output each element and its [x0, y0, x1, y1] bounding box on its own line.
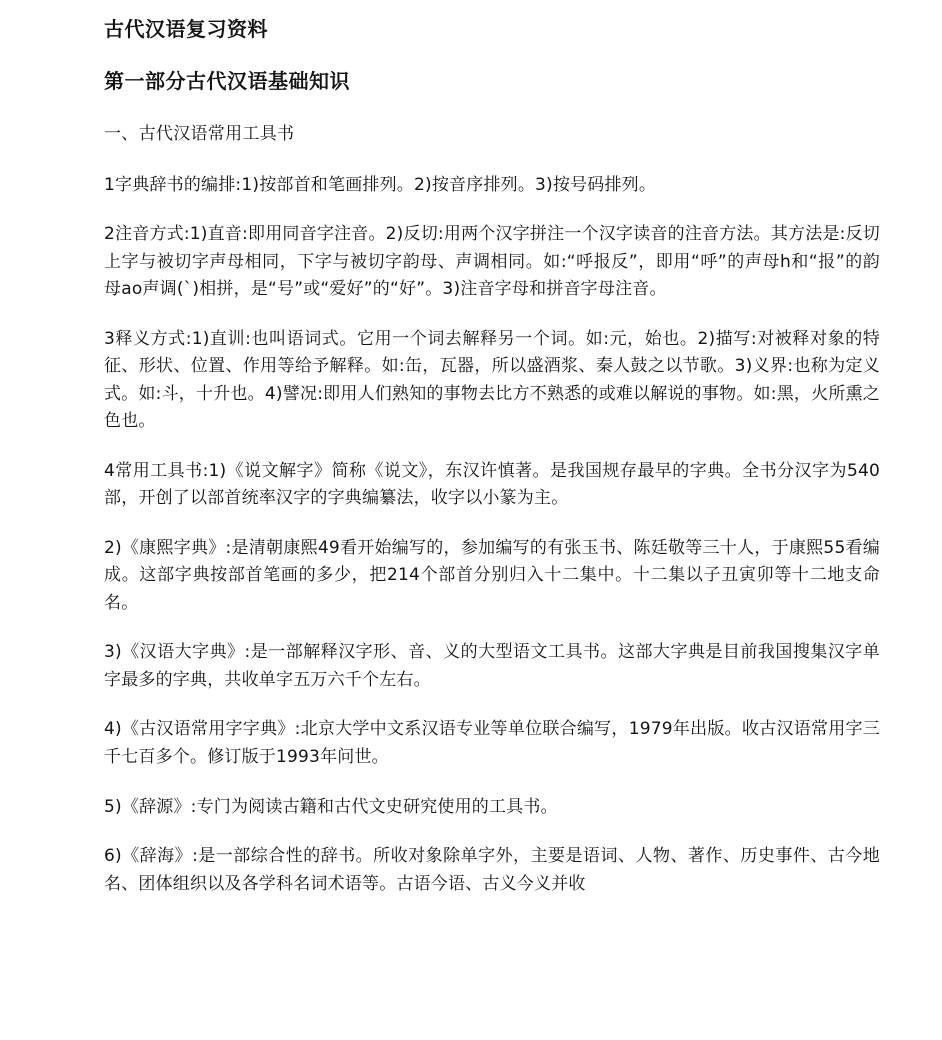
paragraph: 1字典辞书的编排:1)按部首和笔画排列。2)按音序排列。3)按号码排列。	[104, 174, 657, 195]
page-title: 古代汉语复习资料	[104, 17, 268, 41]
paragraph: 3释义方式:1)直训:也叫语词式。它用一个词去解释另一个词。如:元，始也。2)描写:对被释对象的特征、形状、位置、作用等给予解释。如:缶，瓦器，所以盛酒浆、秦人鼓之以节歌。3)义界:也称为定义式。如:斗，十升也。4)譬况:即用人们熟知的事物去比方不熟悉的或难以解说的事物。如:黑，火所熏之色也。	[104, 328, 880, 432]
paragraph: 5)《辞源》:专门为阅读古籍和古代文史研究使用的工具书。	[104, 796, 558, 817]
paragraph: 4)《古汉语常用字字典》:北京大学中文系汉语专业等单位联合编写，1979年出版。收古汉语常用字三千七百多个。修订版于1993年问世。	[104, 719, 880, 767]
paragraph: 6)《辞海》:是一部综合性的辞书。所收对象除单字外，主要是语词、人物、著作、历史事件、古今地名、团体组织以及各学科名词术语等。古语今语、古义今义并收	[104, 846, 880, 894]
paragraph: 4常用工具书:1)《说文解字》简称《说文》，东汉许慎著。是我国规存最早的字典。全书分汉字为540部，开创了以部首统率汉字的字典编纂法，收字以小篆为主。	[104, 460, 880, 509]
subsection-heading-reference-books: 一、古代汉语常用工具书	[104, 124, 295, 144]
paragraph: 2注音方式:1)直音:即用同音字注音。2)反切:用两个汉字拼注一个汉字读音的注音方法。其方法是:反切上字与被切字声母相同，下字与被切字韵母、声调相同。如:“呼报反”，即用“呼”的声母h和“报”的韵母ao声调(`)相拼，是“号”或“爱好”的“好”。3)注音字母和拼音字母注音。	[104, 224, 880, 300]
section-heading-part-one: 第一部分古代汉语基础知识	[104, 69, 350, 93]
paragraph: 2)《康熙字典》:是清朝康熙49看开始编写的，参加编写的有张玉书、陈廷敬等三十人，于康熙55看编成。这部字典按部首笔画的多少，把214个部首分别归入十二集中。十二集以子丑寅卯等十二地支命名。	[104, 537, 880, 613]
paragraph: 3)《汉语大字典》:是一部解释汉字形、音、义的大型语文工具书。这部大字典是目前我国搜集汉字单字最多的字典，共收单字五万六千个左右。	[104, 642, 880, 690]
